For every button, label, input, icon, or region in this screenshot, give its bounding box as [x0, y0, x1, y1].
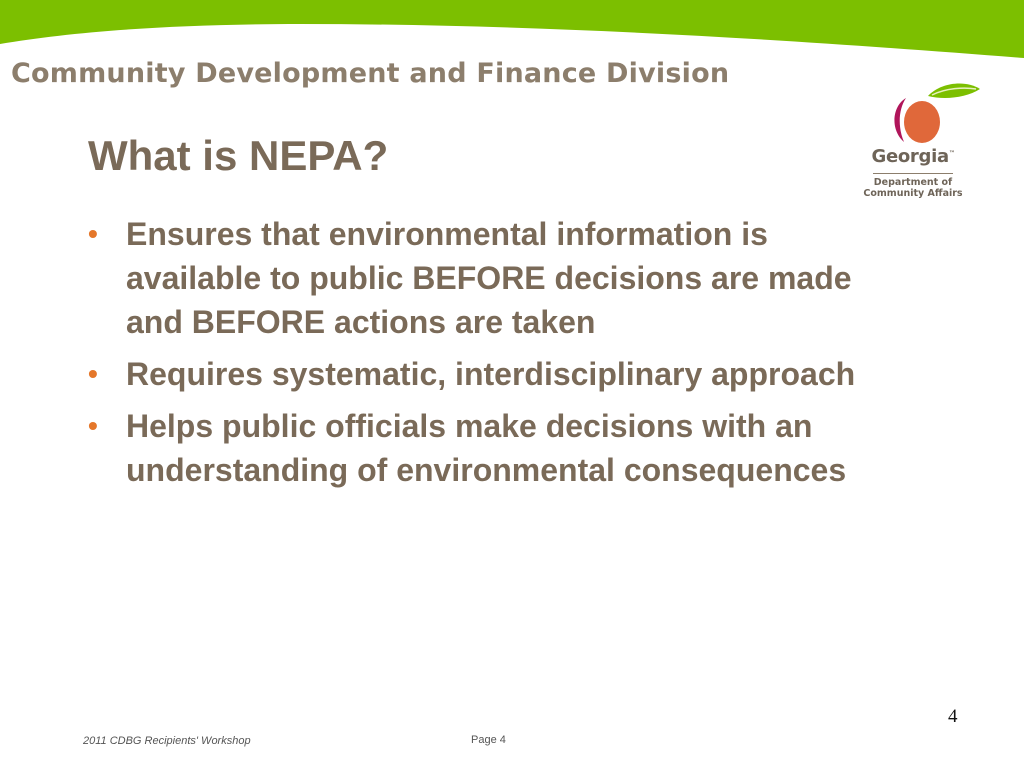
- footer-page-label: Page 4: [471, 734, 506, 746]
- bullet-icon: •: [88, 358, 98, 389]
- logo-department: [858, 177, 968, 199]
- georgia-dca-logo: [858, 80, 983, 205]
- logo-wordmark: [858, 146, 968, 167]
- bullet-text: Ensures that environmental information is available to public BEFORE decisions are made and BEFORE actions are taken: [126, 216, 852, 340]
- slide-title: What is NEPA?: [88, 132, 389, 179]
- slide-number: 4: [948, 706, 958, 727]
- bullet-text: Requires systematic, interdisciplinary approach: [126, 356, 856, 392]
- division-name: Community Development and Finance Division: [11, 58, 730, 89]
- peach-shape: [904, 101, 940, 143]
- logo-trademark: ™: [948, 150, 955, 157]
- logo-divider: [873, 173, 953, 174]
- bullet-text: Helps public officials make decisions with an understanding of environmental consequences: [126, 408, 847, 488]
- header-green-band: [0, 0, 1024, 60]
- bullet-icon: •: [88, 410, 98, 441]
- leaf-shape: [928, 84, 980, 98]
- bullet-item: [88, 404, 888, 492]
- logo-dept-line2: Community Affairs: [863, 188, 963, 199]
- footer-workshop-name: 2011 CDBG Recipients' Workshop: [83, 735, 251, 747]
- logo-dept-line1: Department of: [873, 177, 953, 188]
- logo-wordmark-text: Georgia: [871, 146, 949, 167]
- bullet-icon: •: [88, 218, 98, 249]
- bullet-list: [88, 212, 888, 500]
- bullet-item: [88, 212, 888, 344]
- peach-icon: [886, 80, 981, 146]
- bullet-item: [88, 352, 888, 396]
- header-band-shape: [0, 0, 1024, 58]
